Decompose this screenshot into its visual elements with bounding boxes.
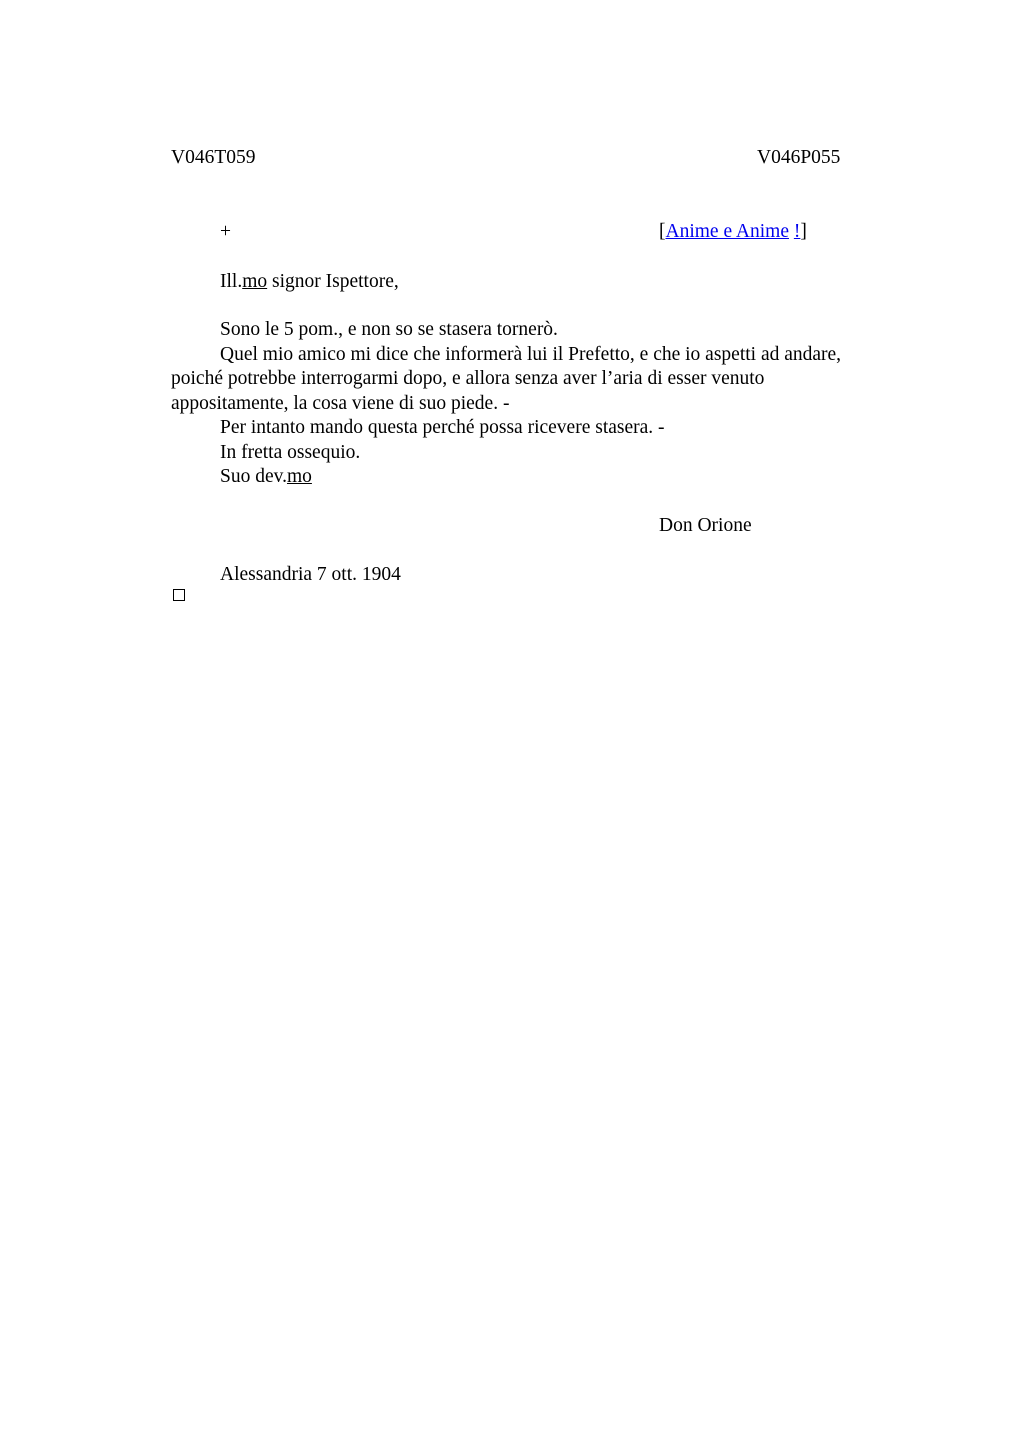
letter-line-2a: Quel mio amico mi dice che informerà lui il Prefetto, e che io aspetti ad andare, <box>220 344 842 365</box>
salutation-rest: signor Ispettore, <box>267 271 399 292</box>
letter-line-3: Per intanto mando questa perché possa ricevere stasera. - <box>220 417 665 438</box>
end-square-icon <box>173 589 185 601</box>
open-bracket: [ <box>659 221 666 242</box>
letter-line-2c: appositamente, la cosa viene di suo piede. - <box>171 393 510 414</box>
salutation <box>220 270 399 294</box>
document-code-right: V046P055 <box>757 147 841 168</box>
salutation-prefix: Ill. <box>220 271 243 292</box>
document-code-left: V046T059 <box>171 147 256 168</box>
closing-prefix: Suo dev. <box>220 466 287 487</box>
closing <box>220 465 312 489</box>
anime-e-anime-link-suffix[interactable]: ! <box>793 221 801 242</box>
signature: Don Orione <box>659 515 752 536</box>
letter-line-4: In fretta ossequio. <box>220 442 361 463</box>
place-date: Alessandria 7 ott. 1904 <box>220 564 401 585</box>
letter-line-2b: poiché potrebbe interrogarmi dopo, e allora senza aver l’aria di esser venuto <box>171 368 765 389</box>
letter-line-1: Sono le 5 pom., e non so se stasera tornerò. <box>220 319 558 340</box>
cross-mark: + <box>220 221 231 242</box>
closing-abbrev: mo <box>286 466 312 487</box>
title-reference <box>659 220 807 244</box>
close-bracket: ] <box>800 221 807 242</box>
anime-e-anime-link[interactable]: Anime e Anime <box>665 221 789 242</box>
salutation-abbrev: mo <box>242 271 268 292</box>
